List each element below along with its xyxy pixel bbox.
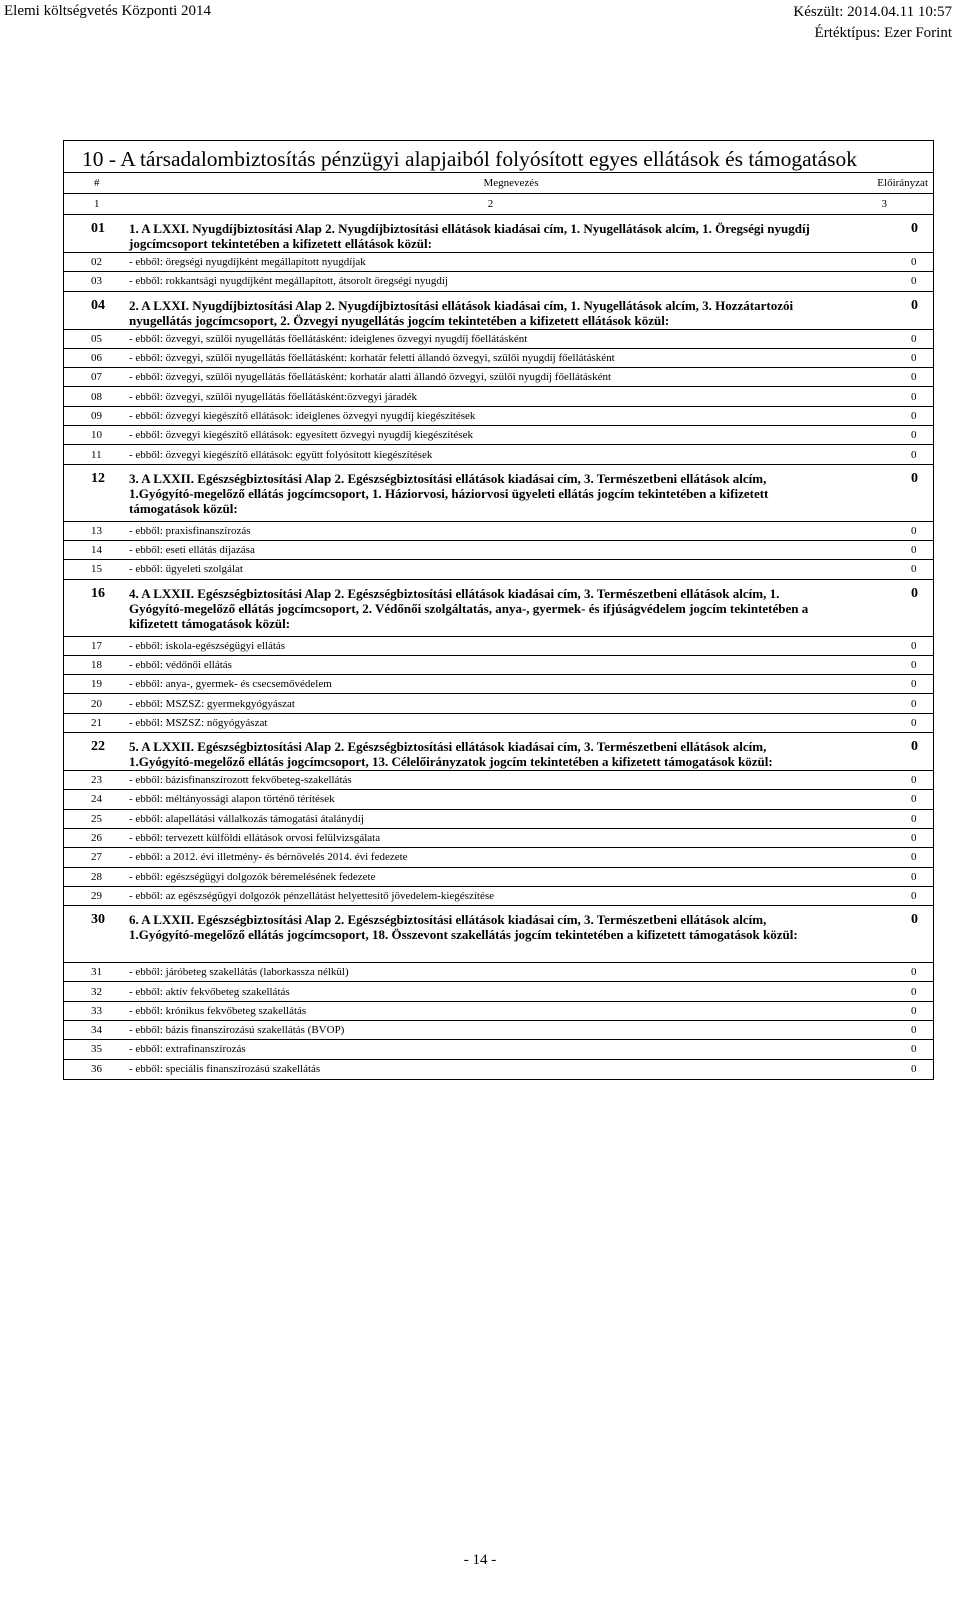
row-name: - ebből: alapellátási vállalkozás támogatási átalánydíj [129,812,364,825]
table-row [64,407,933,426]
row-value: 0 [911,585,918,601]
row-number: 25 [91,812,102,825]
table-row [64,810,933,829]
row-number: 31 [91,966,102,979]
row-number: 32 [91,985,102,998]
row-number: 14 [91,544,102,557]
row-value: 0 [911,544,917,557]
table-row [64,1040,933,1059]
row-name: - ebből: MSZSZ: gyermekgyógyászat [129,697,295,710]
row-number: 09 [91,409,102,422]
row-value: 0 [911,371,917,384]
table-row [64,887,933,906]
table-row [64,656,933,675]
row-value: 0 [911,563,917,576]
row-number: 18 [91,659,102,671]
column-header-num: # [94,177,100,189]
row-number: 13 [91,524,102,537]
table-row [64,771,933,790]
row-number: 36 [91,1063,102,1076]
column-header-row [64,173,933,194]
row-value: 0 [911,390,917,403]
column-number-3: 3 [881,198,887,210]
row-name: - ebből: egészségügyi dolgozók béremelésének fedezete [129,870,376,883]
row-name: - ebből: a 2012. évi illetmény- és bérnövelés 2014. évi fedezete [129,851,408,864]
row-value: 0 [911,470,918,486]
row-value: 0 [911,870,917,883]
table-body [64,215,933,1079]
row-name: - ebből: rokkantsági nyugdíjként megállapított, átsorolt öregségi nyugdíj [129,275,448,288]
row-number: 01 [91,221,105,236]
row-value: 0 [911,409,917,422]
row-name: - ebből: tervezett külföldi ellátások orvosi felülvizsgálata [129,832,381,845]
row-value: 0 [911,912,918,928]
row-number: 11 [91,448,102,461]
row-number: 28 [91,870,102,883]
row-name: - ebből: özvegyi kiegészítő ellátások: ideiglenes özvegyi nyugdíj kiegészítések [129,409,476,422]
table-row [64,963,933,982]
row-name: - ebből: védőnői ellátás [129,659,232,671]
row-number: 06 [91,352,102,365]
table-row [64,1021,933,1040]
table-row [64,292,933,330]
row-number: 10 [91,429,102,442]
row-value: 0 [911,851,917,864]
row-name: - ebből: extrafinanszírozás [129,1043,246,1056]
row-name: - ebből: anya-, gyermek- és csecsemővédelem [129,678,332,691]
row-name: - ebből: eseti ellátás díjazása [129,544,255,557]
row-value: 0 [911,221,918,236]
row-value: 0 [911,256,917,269]
row-value: 0 [911,1004,917,1017]
row-name: - ebből: praxisfinanszírozás [129,524,251,537]
row-value: 0 [911,1063,917,1076]
value-type: Értéktípus: Ezer Forint [814,25,952,41]
report-title: 10 - A társadalombiztosítás pénzügyi alapjaiból folyósított egyes ellátások és támogatások [64,141,933,173]
table-row [64,272,933,291]
row-name: - ebből: krónikus fekvőbeteg szakellátás [129,1004,307,1017]
row-name: - ebből: özvegyi kiegészítő ellátások: együtt folyósított kiegészítések [129,448,433,461]
table-row [64,675,933,694]
row-value: 0 [911,889,917,902]
table-row [64,580,933,637]
created-timestamp: Készült: 2014.04.11 10:57 [793,4,952,20]
row-number: 12 [91,470,105,486]
row-value: 0 [911,774,917,787]
table-row [64,982,933,1001]
row-value: 0 [911,639,917,652]
table-row [64,694,933,713]
row-value: 0 [911,739,918,755]
row-name: 2. A LXXI. Nyugdíjbiztosítási Alap 2. Nyugdíjbiztosítási ellátások kiadásai cím, 1. Nyugellátások alcím, 3. Hozzátartozói nyugellátás jogcímcsoport, 2. Özvegyi nyugellátás jogcím tekintetében a kifizetett ellátások közül: [129,297,794,328]
document-header-left: Elemi költségvetés Központi 2014 [4,3,212,19]
row-number: 22 [91,739,105,755]
row-value: 0 [911,352,917,365]
column-number-2: 2 [487,198,494,210]
table-row [64,848,933,867]
table-row [64,790,933,809]
row-name: - ebből: özvegyi, szülői nyugellátás főellátásként: korhatár alatti állandó özvegyi, szülői nyugdíj főellátásként [129,371,612,384]
column-number-row [64,194,933,215]
row-name: 5. A LXXII. Egészségbiztosítási Alap 2. Egészségbiztosítási ellátások kiadásai cím, 3. Természetbeni ellátások alcím, 1.Gyógyító-megelőző ellátás jogcímcsoport, 13. Célelőirányzatok jogcím tekintetében a kifizetett támogatások közül: [129,739,773,770]
row-name: - ebből: bázisfinanszírozott fekvőbeteg-szakellátás [129,774,352,787]
document-header-right [793,2,952,44]
row-name: - ebből: öregségi nyugdíjként megállapított nyugdíjak [129,256,366,269]
row-name: - ebből: aktív fekvőbeteg szakellátás [129,985,290,998]
row-name: 1. A LXXI. Nyugdíjbiztosítási Alap 2. Nyugdíjbiztosítási ellátások kiadásai cím, 1. Nyugellátások alcím, 1. Öregségi nyugdíj jogcímcsoport tekintetében a kifizetett ellátások közül: [129,221,810,251]
row-number: 21 [91,716,102,729]
row-name: - ebből: járóbeteg szakellátás (laborkassza nélkül) [129,966,349,979]
column-number-1: 1 [94,198,100,210]
row-name: - ebből: méltányossági alapon történő térítések [129,793,335,806]
row-name: - ebből: iskola-egészségügyi ellátás [129,639,286,652]
table-row [64,733,933,771]
row-name: 6. A LXXII. Egészségbiztosítási Alap 2. Egészségbiztosítási ellátások kiadásai cím, 3. Természetbeni ellátások alcím, 1.Gyógyító-megelőző ellátás jogcímcsoport, 18. Összevont szakellátás jogcím tekintetében a kifizetett támogatások közül: [129,912,798,943]
row-number: 20 [91,697,102,710]
table-row [64,714,933,733]
row-value: 0 [911,332,917,345]
row-value: 0 [911,1024,917,1037]
table-row [64,349,933,368]
row-name: - ebből: ügyeleti szolgálat [129,563,243,576]
row-number: 08 [91,390,102,403]
row-number: 23 [91,774,102,787]
row-value: 0 [911,429,917,442]
table-row [64,1060,933,1079]
column-header-name: Megnevezés [483,177,539,189]
table-row [64,368,933,387]
row-value: 0 [911,297,918,313]
table-row [64,426,933,445]
row-value: 0 [911,716,917,729]
row-number: 30 [91,912,105,928]
row-number: 07 [91,371,102,384]
row-number: 17 [91,639,102,652]
table-row [64,829,933,848]
row-name: - ebből: özvegyi, szülői nyugellátás főellátásként:özvegyi járadék [129,390,418,403]
table-row [64,541,933,560]
row-value: 0 [911,966,917,979]
row-value: 0 [911,275,917,288]
page-number: - 14 - [463,1552,497,1568]
row-name: - ebből: özvegyi, szülői nyugellátás főellátásként: ideiglenes özvegyi nyugdíj főellátásként [129,332,528,345]
row-name: 4. A LXXII. Egészségbiztosítási Alap 2. Egészségbiztosítási ellátások kiadásai cím, 3. Természetbeni ellátások alcím, 1. Gyógyító-megelőző ellátás jogcímcsoport, 2. Védőnői szolgáltatás, anya-, gyermek- és ifjúságvédelem jogcím tekintetében a kifizetett támogatások közül: [129,585,809,631]
row-number: 26 [91,832,102,845]
row-value: 0 [911,1043,917,1056]
row-number: 33 [91,1004,102,1017]
row-name: 3. A LXXII. Egészségbiztosítási Alap 2. Egészségbiztosítási ellátások kiadásai cím, 3. Természetbeni ellátások alcím, 1.Gyógyító-megelőző ellátás jogcímcsoport, 1. Háziorvosi, háziorvosi ügyeleti ellátás jogcím tekintetében a kifizetett támogatások közül: [129,470,769,516]
row-name: - ebből: MSZSZ: nőgyógyászat [129,716,268,729]
row-number: 27 [91,851,102,864]
row-name: - ebből: az egészségügyi dolgozók pénzellátást helyettesítő jövedelem-kiegészítése [129,889,495,902]
row-value: 0 [911,448,917,461]
table-row [64,253,933,272]
row-number: 02 [91,256,102,269]
table-row [64,522,933,541]
table-row [64,560,933,579]
table-row [64,215,933,253]
row-number: 24 [91,793,102,806]
table-row [64,637,933,656]
row-value: 0 [911,678,917,691]
table-row [64,868,933,887]
row-value: 0 [911,697,917,710]
row-number: 29 [91,889,102,902]
row-value: 0 [911,659,917,671]
table-row [64,330,933,349]
row-name: - ebből: özvegyi, szülői nyugellátás főellátásként: korhatár feletti állandó özvegyi, szülői nyugdíj főellátásként [129,352,615,365]
row-value: 0 [911,793,917,806]
row-value: 0 [911,524,917,537]
table-row [64,387,933,406]
row-number: 05 [91,332,102,345]
column-header-value: Előirányzat [877,177,928,189]
row-value: 0 [911,985,917,998]
row-number: 35 [91,1043,102,1056]
table-row [64,1002,933,1021]
row-number: 34 [91,1024,102,1037]
row-name: - ebből: özvegyi kiegészítő ellátások: egyesített özvegyi nyugdíj kiegészítések [129,429,473,442]
row-name: - ebből: bázis finanszírozású szakellátás (BVOP) [129,1024,345,1037]
row-value: 0 [911,812,917,825]
row-number: 16 [91,585,105,601]
row-value: 0 [911,832,917,845]
row-number: 19 [91,678,102,691]
table-row [64,445,933,464]
row-number: 15 [91,563,102,576]
row-name: - ebből: speciális finanszírozású szakellátás [129,1063,321,1076]
table-row [64,906,933,963]
table-row [64,465,933,522]
row-number: 04 [91,297,105,313]
report-table [63,140,934,1080]
row-number: 03 [91,275,102,288]
